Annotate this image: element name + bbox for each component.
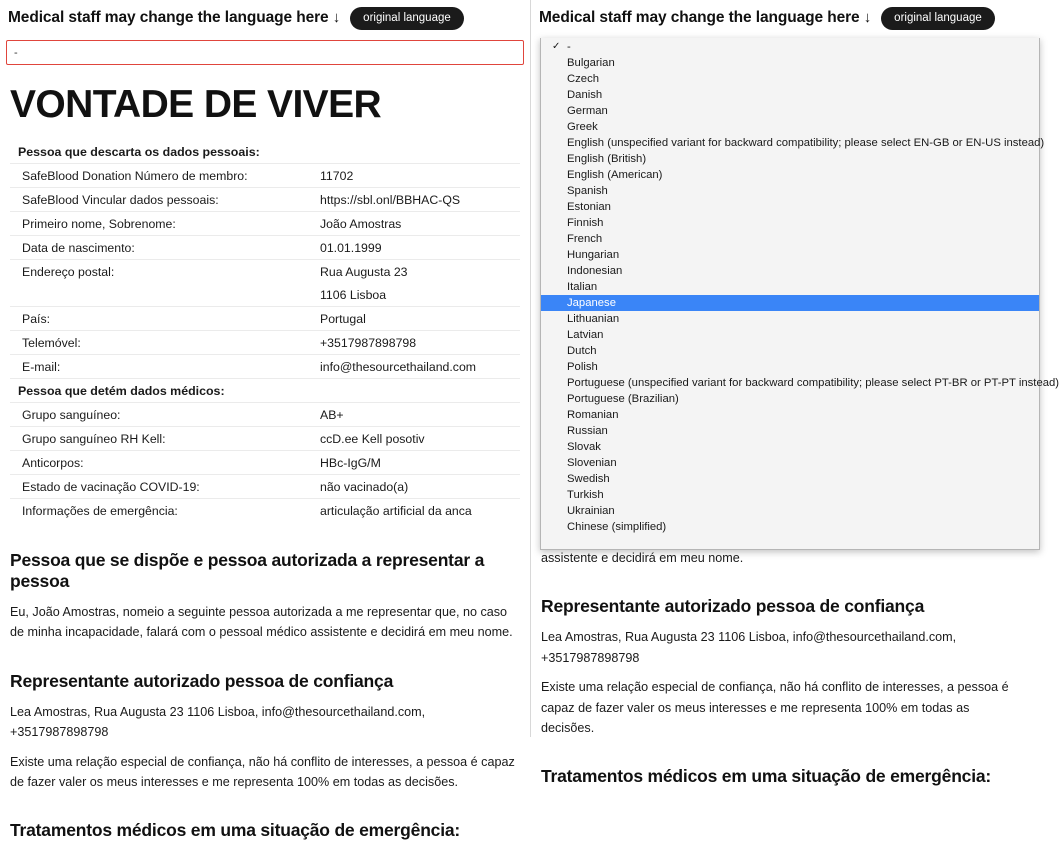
dropdown-option[interactable]	[541, 471, 1039, 487]
left-topbar	[0, 0, 530, 36]
row-label: Anticorpos:	[10, 451, 310, 475]
dropdown-option[interactable]	[541, 375, 1059, 391]
row-label: Estado de vacinação COVID-19:	[10, 475, 310, 499]
language-instruction-text-right: Medical staff may change the language here	[539, 9, 860, 26]
paragraph-trusted-representative-right: Lea Amostras, Rua Augusta 23 1106 Lisboa, info@thesourcethailand.com, +3517987898798	[541, 630, 957, 665]
table-row	[10, 236, 520, 260]
dropdown-option[interactable]	[541, 151, 1039, 167]
dropdown-option-label: Indonesian	[567, 265, 623, 277]
dropdown-option-label: Japanese	[567, 297, 616, 309]
paragraph-trust-relation-right: Existe uma relação especial de confiança, não há conflito de interesses, a pessoa é capaz de fazer valer os meus interesses e me representa 100% em todas as decisões.	[541, 680, 1009, 735]
table-row	[10, 427, 520, 451]
row-value: não vacinado(a)	[310, 475, 520, 499]
row-label: Primeiro nome, Sobrenome:	[10, 212, 310, 236]
row-value: 1106 Lisboa	[310, 283, 520, 307]
row-value: AB+	[310, 403, 520, 427]
dropdown-option-label: Chinese (simplified)	[567, 521, 667, 533]
right-topbar	[531, 0, 1024, 36]
dropdown-option[interactable]	[541, 71, 1039, 87]
dropdown-option-label: Polish	[567, 361, 598, 373]
row-value: HBc-IgG/M	[310, 451, 520, 475]
original-language-button[interactable]: original language	[350, 7, 464, 30]
table-row	[10, 403, 520, 427]
dropdown-option-label: Lithuanian	[567, 313, 620, 325]
dropdown-option-label: Slovenian	[567, 457, 617, 469]
dropdown-option[interactable]	[541, 487, 1039, 503]
dropdown-option-label: Latvian	[567, 329, 604, 341]
table-row	[10, 188, 520, 212]
dropdown-option-label: Ukrainian	[567, 505, 615, 517]
row-value: +3517987898798	[310, 331, 520, 355]
dropdown-option-label: Romanian	[567, 409, 619, 421]
dropdown-option[interactable]	[541, 391, 1039, 407]
table-row	[10, 212, 520, 236]
dropdown-option[interactable]	[541, 327, 1039, 343]
personal-data-table	[10, 140, 520, 522]
dropdown-option[interactable]	[541, 119, 1039, 135]
row-value: João Amostras	[310, 212, 520, 236]
page-title: VONTADE DE VIVER	[10, 83, 382, 126]
dropdown-option[interactable]	[541, 183, 1039, 199]
row-value: 01.01.1999	[310, 236, 520, 260]
dropdown-option[interactable]	[541, 55, 1039, 71]
dropdown-option-label: French	[567, 233, 603, 245]
row-label: Telemóvel:	[10, 331, 310, 355]
table-row	[10, 475, 520, 499]
table-row	[10, 307, 520, 331]
dropdown-option-label: Dutch	[567, 345, 597, 357]
row-label: E-mail:	[10, 355, 310, 379]
dropdown-option[interactable]	[541, 279, 1039, 295]
row-label: Endereço postal:	[22, 264, 115, 279]
original-language-button-right[interactable]: original language	[881, 7, 995, 30]
check-icon: ✓	[552, 41, 561, 52]
heading-trusted-representative-right: Representante autorizado pessoa de confiança	[541, 596, 925, 617]
dropdown-option-label: Portuguese (unspecified variant for backward compatibility; please select PT-BR or PT-PT instead)	[567, 377, 1059, 389]
table-row	[10, 355, 520, 379]
paragraph-trusted-representative: Lea Amostras, Rua Augusta 23 1106 Lisboa, info@thesourcethailand.com, +3517987898798	[10, 704, 426, 740]
table-row	[10, 451, 520, 475]
paragraph-trust-relation: Existe uma relação especial de confiança, não há conflito de interesses, a pessoa é capaz de fazer valer os meus interesses e me representa 100% em todas as decisões.	[10, 754, 515, 789]
row-label: País:	[10, 307, 310, 331]
dropdown-option[interactable]	[541, 423, 1039, 439]
row-label: Grupo sanguíneo:	[10, 403, 310, 427]
paragraph-representative-tail-right: assistente e decidirá em meu nome.	[541, 551, 744, 565]
dropdown-option[interactable]	[541, 359, 1039, 375]
section-personal-label: Pessoa que descarta os dados pessoais:	[10, 140, 520, 164]
dropdown-option[interactable]	[541, 39, 1039, 55]
paragraph-representative: Eu, João Amostras, nomeio a seguinte pessoa autorizada a me representar que, no caso de minha incapacidade, falará com o pessoal médico assistente e decidirá em meu nome.	[10, 605, 513, 640]
table-row	[10, 499, 520, 523]
heading-representative: Pessoa que se dispõe e pessoa autorizada a representar a pessoa	[10, 550, 485, 591]
dropdown-option-label: -	[567, 41, 571, 53]
table-row	[10, 260, 520, 284]
table-row	[10, 164, 520, 188]
document-body-left	[0, 65, 530, 841]
dropdown-option[interactable]	[541, 215, 1039, 231]
dropdown-option-label: English (American)	[567, 169, 663, 181]
dropdown-option[interactable]	[541, 87, 1039, 103]
dropdown-option[interactable]	[541, 455, 1039, 471]
dropdown-option[interactable]	[541, 343, 1039, 359]
dropdown-option-label: Greek	[567, 121, 598, 133]
dropdown-option[interactable]	[541, 407, 1039, 423]
row-label: Data de nascimento:	[10, 236, 310, 260]
table-row	[10, 283, 520, 307]
dropdown-option-label: Estonian	[567, 201, 611, 213]
row-label: Grupo sanguíneo RH Kell:	[10, 427, 310, 451]
heading-trusted-representative: Representante autorizado pessoa de confiança	[10, 670, 394, 691]
language-dropdown-list[interactable]	[540, 38, 1059, 550]
arrow-down-icon-right: ↓	[863, 9, 872, 26]
row-value: info@thesourcethailand.com	[310, 355, 520, 379]
dropdown-option-label: Finnish	[567, 217, 604, 229]
heading-emergency-treatments-right: Tratamentos médicos em uma situação de emergência:	[541, 766, 992, 787]
row-value: ccD.ee Kell posotiv	[310, 427, 520, 451]
arrow-down-icon: ↓	[332, 9, 341, 26]
dropdown-option-label: Danish	[567, 89, 603, 101]
dropdown-option-label: Spanish	[567, 185, 608, 197]
dropdown-option[interactable]	[541, 231, 1039, 247]
row-label	[10, 283, 310, 307]
dropdown-option-label: Italian	[567, 281, 598, 293]
row-value: articulação artificial da anca	[320, 503, 472, 518]
dropdown-option-label: Hungarian	[567, 249, 620, 261]
dropdown-option-label: Slovak	[567, 441, 601, 453]
dropdown-option[interactable]	[541, 103, 1039, 119]
heading-emergency-treatments: Tratamentos médicos em uma situação de emergência:	[10, 820, 461, 841]
dropdown-option-label: English (unspecified variant for backward compatibility; please select EN-GB or EN-US instead)	[567, 137, 1045, 149]
row-value: Rua Augusta 23	[320, 264, 408, 279]
language-instruction-text: Medical staff may change the language here	[8, 9, 329, 26]
language-select-value-left: -	[14, 46, 18, 59]
dropdown-option[interactable]	[541, 311, 1039, 327]
dropdown-option-label: Bulgarian	[567, 57, 615, 69]
row-label: SafeBlood Vincular dados pessoais:	[10, 188, 310, 212]
dropdown-option-label: Turkish	[567, 489, 604, 501]
row-value: https://sbl.onl/BBHAC-QS	[310, 188, 520, 212]
section-medical-label: Pessoa que detém dados médicos:	[10, 379, 520, 403]
dropdown-option-label: English (British)	[567, 153, 647, 165]
dropdown-option[interactable]	[541, 135, 1045, 151]
dropdown-option-label: Swedish	[567, 473, 610, 485]
table-section-header-personal	[10, 140, 520, 164]
dropdown-option[interactable]	[541, 199, 1039, 215]
dropdown-option-label: Czech	[567, 73, 600, 85]
row-value: 11702	[310, 164, 520, 188]
dropdown-option-label: German	[567, 105, 608, 117]
dropdown-option[interactable]	[541, 167, 1039, 183]
dropdown-option-label: Russian	[567, 425, 608, 437]
language-instruction-label	[8, 9, 340, 27]
dropdown-option[interactable]	[541, 263, 1039, 279]
dropdown-option[interactable]	[541, 439, 1039, 455]
row-value: Portugal	[310, 307, 520, 331]
row-label: SafeBlood Donation Número de membro:	[10, 164, 310, 188]
dropdown-option-highlighted[interactable]	[541, 295, 1039, 311]
dropdown-option-label: Portuguese (Brazilian)	[567, 393, 679, 405]
dropdown-option[interactable]	[541, 247, 1039, 263]
table-row	[10, 331, 520, 355]
dropdown-option[interactable]	[541, 503, 1039, 519]
dropdown-option[interactable]	[541, 519, 1039, 535]
language-instruction-label-right	[539, 9, 871, 27]
row-label: Informações de emergência:	[22, 503, 178, 518]
language-select-left[interactable]	[6, 40, 524, 65]
table-section-header-medical	[10, 379, 520, 403]
